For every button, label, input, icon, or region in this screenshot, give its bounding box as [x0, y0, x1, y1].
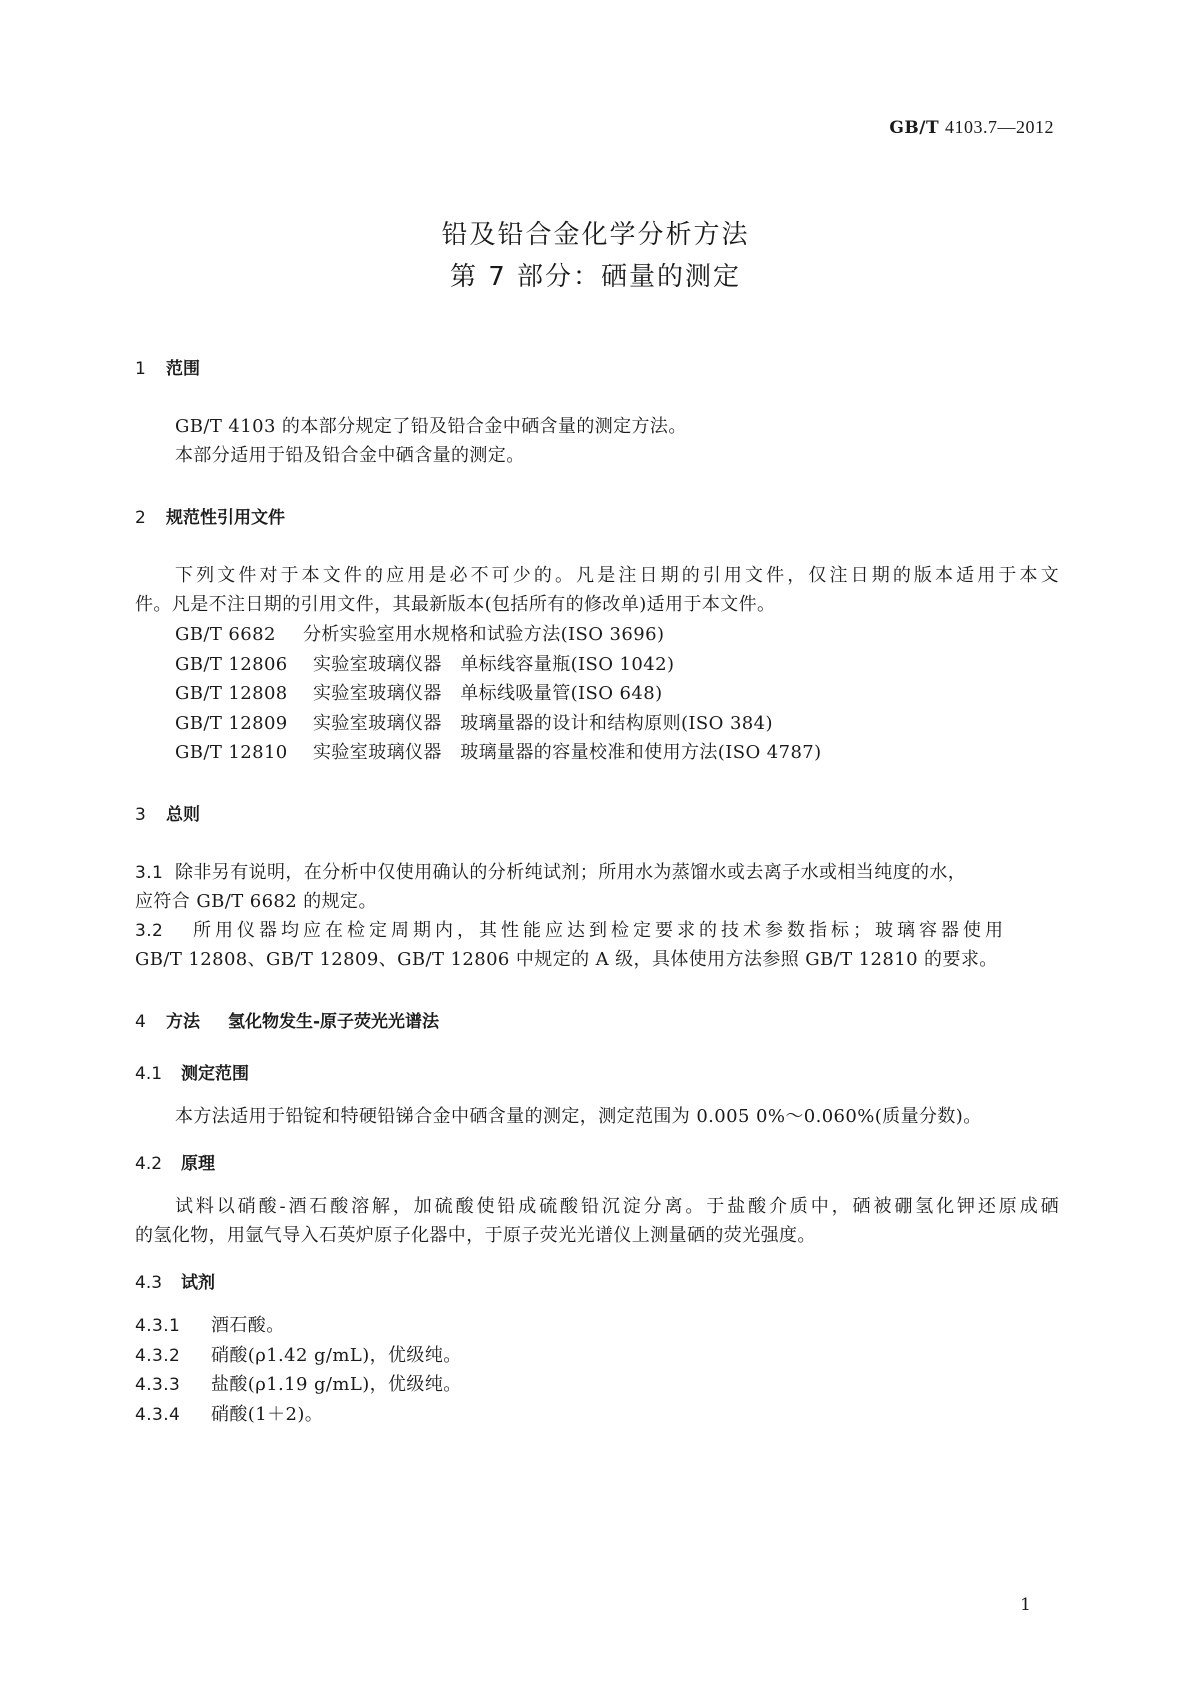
section-2-paragraph-line-2: 件。凡是不注日期的引用文件，其最新版本(包括所有的修改单)适用于本文件。	[135, 594, 776, 615]
document-subtitle: 第 7 部分：硒量的测定	[449, 262, 742, 292]
reagent-item	[135, 1311, 285, 1337]
reagent-text: 酒石酸。	[211, 1315, 285, 1336]
reference-code: GB/T 6682	[175, 624, 276, 645]
section-1-heading	[135, 354, 200, 379]
reagent-number: 4.3.1	[135, 1316, 181, 1336]
reagent-item	[135, 1400, 323, 1426]
reference-item	[175, 650, 674, 676]
section-method-title: 氢化物发生-原子荧光光谱法	[228, 1012, 440, 1032]
reference-title: 实验室玻璃仪器 单标线吸量管(ISO 648)	[313, 683, 663, 704]
subsection-number: 4.2	[135, 1154, 163, 1174]
subsection-4-3-heading	[135, 1268, 215, 1293]
reference-code: GB/T 12809	[175, 713, 288, 734]
subsection-title: 测定范围	[181, 1064, 249, 1084]
section-number: 2	[135, 508, 146, 528]
clause-text: 除非另有说明，在分析中仅使用确认的分析纯试剂；所用水为蒸馏水或去离子水或相当纯度的水，	[175, 862, 967, 883]
reference-item	[175, 679, 663, 705]
clause-3-2-line-1	[135, 916, 1059, 942]
subsection-4-2-line-2: 的氢化物，用氩气导入石英炉原子化器中，于原子荧光光谱仪上测量硒的荧光强度。	[135, 1225, 816, 1246]
subsection-4-1-text: 本方法适用于铅锭和特硬铅锑合金中硒含量的测定，测定范围为 0.005 0%～0.060%(质量分数)。	[175, 1106, 982, 1127]
reagent-item	[135, 1370, 462, 1396]
reagent-number: 4.3.2	[135, 1346, 181, 1366]
reference-title: 实验室玻璃仪器 玻璃量器的容量校准和使用方法(ISO 4787)	[313, 742, 822, 763]
reference-title: 实验室玻璃仪器 玻璃量器的设计和结构原则(ISO 384)	[313, 713, 773, 734]
clause-3-1-line-2: 应符合 GB/T 6682 的规定。	[135, 891, 377, 912]
reagent-item	[135, 1341, 462, 1367]
reference-title: 实验室玻璃仪器 单标线容量瓶(ISO 1042)	[313, 654, 675, 675]
standard-code-prefix: GB/T	[889, 118, 940, 138]
section-2-paragraph-line-1: 下列文件对于本文件的应用是必不可少的。凡是注日期的引用文件，仅注日期的版本适用于本文	[175, 565, 1059, 586]
reagent-text: 硝酸(ρ1.42 g/mL)，优级纯。	[211, 1345, 462, 1366]
reagent-text: 硝酸(1＋2)。	[211, 1404, 324, 1425]
clause-3-1-line-1	[135, 858, 1059, 884]
section-title: 规范性引用文件	[166, 508, 285, 528]
subsection-title: 试剂	[181, 1273, 215, 1293]
document-title: 铅及铅合金化学分析方法	[441, 220, 750, 250]
clause-3-2-line-2: GB/T 12808、GB/T 12809、GB/T 12806 中规定的 A 级，具体使用方法参照 GB/T 12810 的要求。	[135, 949, 998, 970]
reference-title: 分析实验室用水规格和试验方法(ISO 3696)	[303, 624, 665, 645]
reagent-number: 4.3.3	[135, 1375, 181, 1395]
section-1-paragraph-1: GB/T 4103 的本部分规定了铅及铅合金中硒含量的测定方法。	[175, 416, 687, 437]
section-number: 4	[135, 1012, 146, 1032]
section-4-heading	[135, 1007, 439, 1032]
section-title: 范围	[166, 359, 200, 379]
clause-text: 所用仪器均应在检定周期内，其性能应达到检定要求的技术参数指标；玻璃容器使用	[193, 920, 1007, 941]
reference-item	[175, 620, 664, 646]
reference-code: GB/T 12810	[175, 742, 288, 763]
reagent-number: 4.3.4	[135, 1405, 181, 1425]
subsection-title: 原理	[181, 1154, 215, 1174]
section-3-heading	[135, 800, 200, 825]
reference-code: GB/T 12808	[175, 683, 288, 704]
clause-number: 3.2	[135, 921, 164, 941]
subsection-number: 4.3	[135, 1273, 163, 1293]
section-number: 3	[135, 805, 146, 825]
subsection-4-1-heading	[135, 1059, 249, 1084]
reference-code: GB/T 12806	[175, 654, 288, 675]
reagent-text: 盐酸(ρ1.19 g/mL)，优级纯。	[211, 1374, 462, 1395]
section-number: 1	[135, 359, 146, 379]
section-1-paragraph-2: 本部分适用于铅及铅合金中硒含量的测定。	[175, 445, 525, 466]
subsection-number: 4.1	[135, 1064, 163, 1084]
reference-item	[175, 738, 822, 764]
subsection-4-2-heading	[135, 1149, 215, 1174]
standard-code-number: 4103.7—2012	[945, 117, 1054, 137]
subsection-4-2-line-1: 试料以硝酸-酒石酸溶解，加硫酸使铅成硫酸铅沉淀分离。于盐酸介质中，硒被硼氢化钾还原成硒	[175, 1196, 1059, 1217]
section-title: 总则	[166, 805, 200, 825]
standard-code	[889, 117, 1054, 138]
clause-number: 3.1	[135, 863, 164, 883]
section-2-heading	[135, 503, 285, 528]
reference-item	[175, 709, 773, 735]
page-number: 1	[1020, 1595, 1031, 1615]
section-title: 方法	[166, 1012, 200, 1032]
